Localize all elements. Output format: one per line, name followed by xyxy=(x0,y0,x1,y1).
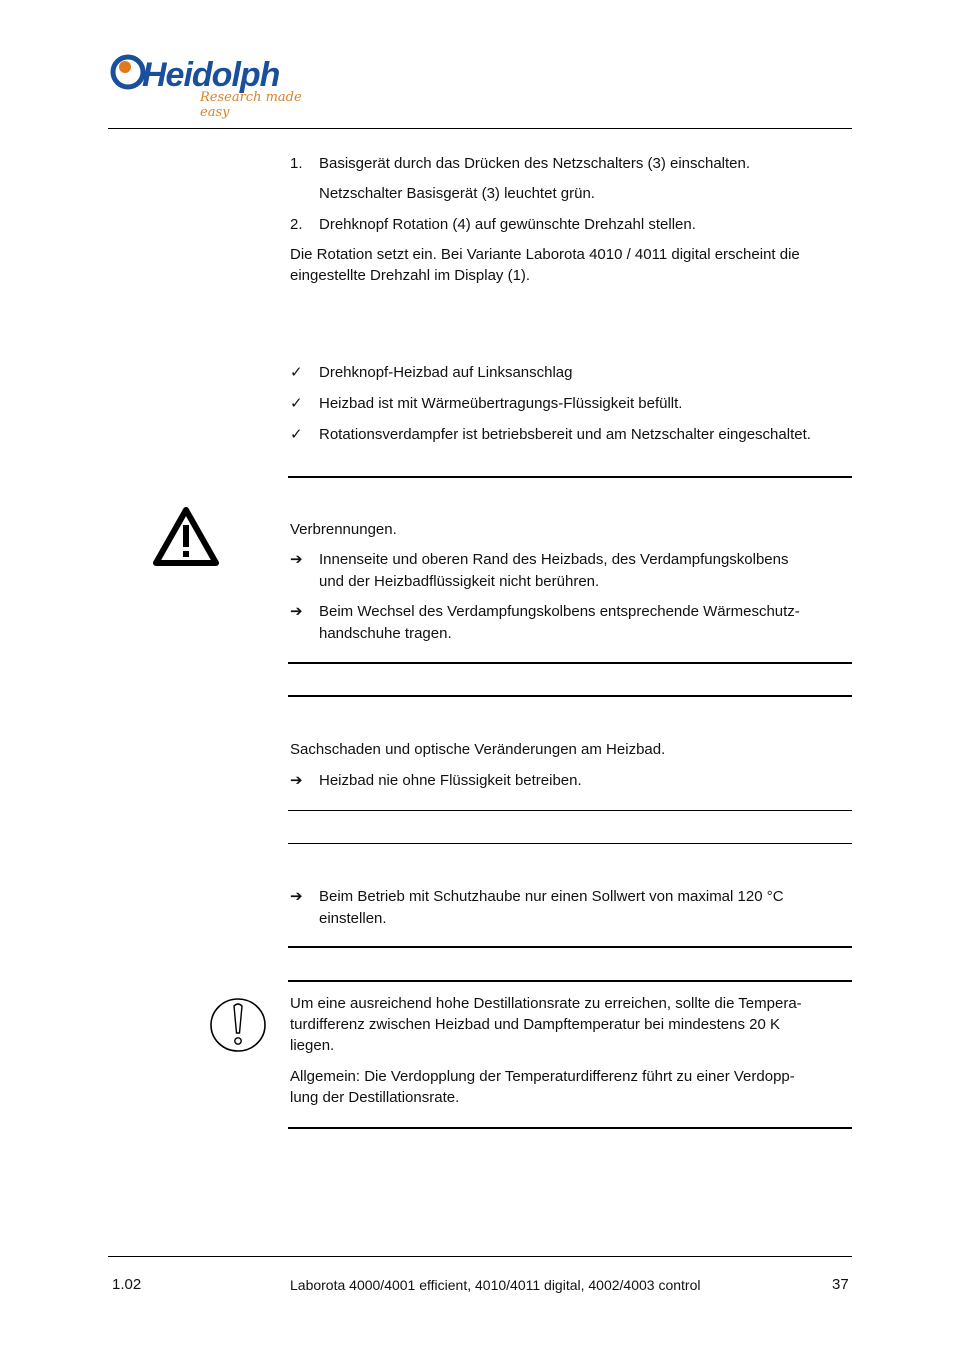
caution-top-rule xyxy=(288,695,852,697)
warning-action xyxy=(290,549,850,592)
warning-triangle-icon xyxy=(152,505,220,567)
rotation-paragraph-line-1: Die Rotation setzt ein. Bei Variante Laborota 4010 / 4011 digital erscheint die xyxy=(290,246,800,263)
note-paragraph-1-line: Um eine ausreichend hohe Destillationsrate zu erreichen, sollte die Tempera- xyxy=(290,995,802,1012)
arrow-icon: ➔ xyxy=(290,603,303,620)
caution-intro: Sachschaden und optische Veränderungen am Heizbad. xyxy=(290,741,666,758)
checkmark-icon: ✓ xyxy=(290,426,303,443)
note-paragraph-1-line: liegen. xyxy=(290,1037,335,1054)
hood-action xyxy=(290,886,850,929)
step-text: Drehknopf Rotation (4) auf gewünschte Drehzahl stellen. xyxy=(319,216,696,233)
checklist-item xyxy=(290,424,850,446)
warning-action-line: Beim Wechsel des Verdampfungskolbens entsprechende Wärmeschutz- xyxy=(319,603,800,620)
logo-tagline: Research made easy xyxy=(200,90,302,120)
warning-intro: Verbrennungen. xyxy=(290,521,397,538)
rotation-paragraph-line-2: eingestellte Drehzahl im Display (1). xyxy=(290,267,531,284)
checklist-item xyxy=(290,393,850,415)
hood-bottom-rule xyxy=(288,946,852,948)
step-number: 1. xyxy=(290,155,303,172)
hood-top-rule xyxy=(288,843,852,844)
note-paragraph-2-line: lung der Destillationsrate. xyxy=(290,1089,460,1106)
checkmark-icon: ✓ xyxy=(290,364,303,381)
checklist-text: Drehknopf-Heizbad auf Linksanschlag xyxy=(319,364,573,381)
footer-version: 1.02 xyxy=(112,1276,142,1293)
note-paragraph-1-line: turdifferenz zwischen Heizbad und Dampftemperatur bei mindestens 20 K xyxy=(290,1016,780,1033)
warning-top-rule xyxy=(288,476,852,478)
checklist-item xyxy=(290,362,850,384)
step-result-text: Netzschalter Basisgerät (3) leuchtet grün. xyxy=(319,185,595,202)
arrow-icon: ➔ xyxy=(290,888,303,905)
header-rule xyxy=(108,128,852,129)
heidolph-logo xyxy=(108,52,328,120)
footer-product: Laborota 4000/4001 efficient, 4010/4011 digital, 4002/4003 control xyxy=(290,1277,701,1293)
checkmark-icon: ✓ xyxy=(290,395,303,412)
checklist-text: Rotationsverdampfer ist betriebsbereit und am Netzschalter eingeschaltet. xyxy=(319,426,811,443)
step-1 xyxy=(290,153,850,175)
note-top-rule xyxy=(288,980,852,982)
caution-bottom-rule xyxy=(288,810,852,811)
warning-bottom-rule xyxy=(288,662,852,664)
warning-action-line: Innenseite und oberen Rand des Heizbads, des Verdampfungskolbens xyxy=(319,551,789,568)
arrow-icon: ➔ xyxy=(290,772,303,789)
page-number: 37 xyxy=(832,1276,849,1293)
step-result xyxy=(290,183,850,205)
exclamation-circle-icon xyxy=(208,996,268,1054)
step-text: Basisgerät durch das Drücken des Netzschalters (3) einschalten. xyxy=(319,155,751,172)
note-bottom-rule xyxy=(288,1127,852,1129)
warning-action xyxy=(290,601,850,644)
caution-action-text: Heizbad nie ohne Flüssigkeit betreiben. xyxy=(319,772,582,789)
checklist-text: Heizbad ist mit Wärmeübertragungs-Flüssigkeit befüllt. xyxy=(319,395,683,412)
hood-action-line: Beim Betrieb mit Schutzhaube nur einen Sollwert von maximal 120 °C xyxy=(319,888,784,905)
caution-action xyxy=(290,770,850,792)
step-2 xyxy=(290,214,850,236)
step-number: 2. xyxy=(290,216,303,233)
warning-action-line: handschuhe tragen. xyxy=(319,624,452,642)
logo-mark-icon xyxy=(110,54,146,90)
warning-action-line: und der Heizbadflüssigkeit nicht berühren. xyxy=(319,572,600,590)
hood-action-line: einstellen. xyxy=(319,909,387,927)
arrow-icon: ➔ xyxy=(290,551,303,568)
logo-name: Heidolph xyxy=(142,56,280,94)
footer-rule xyxy=(108,1256,852,1257)
note-paragraph-2-line: Allgemein: Die Verdopplung der Temperaturdifferenz führt zu einer Verdopp- xyxy=(290,1068,795,1085)
